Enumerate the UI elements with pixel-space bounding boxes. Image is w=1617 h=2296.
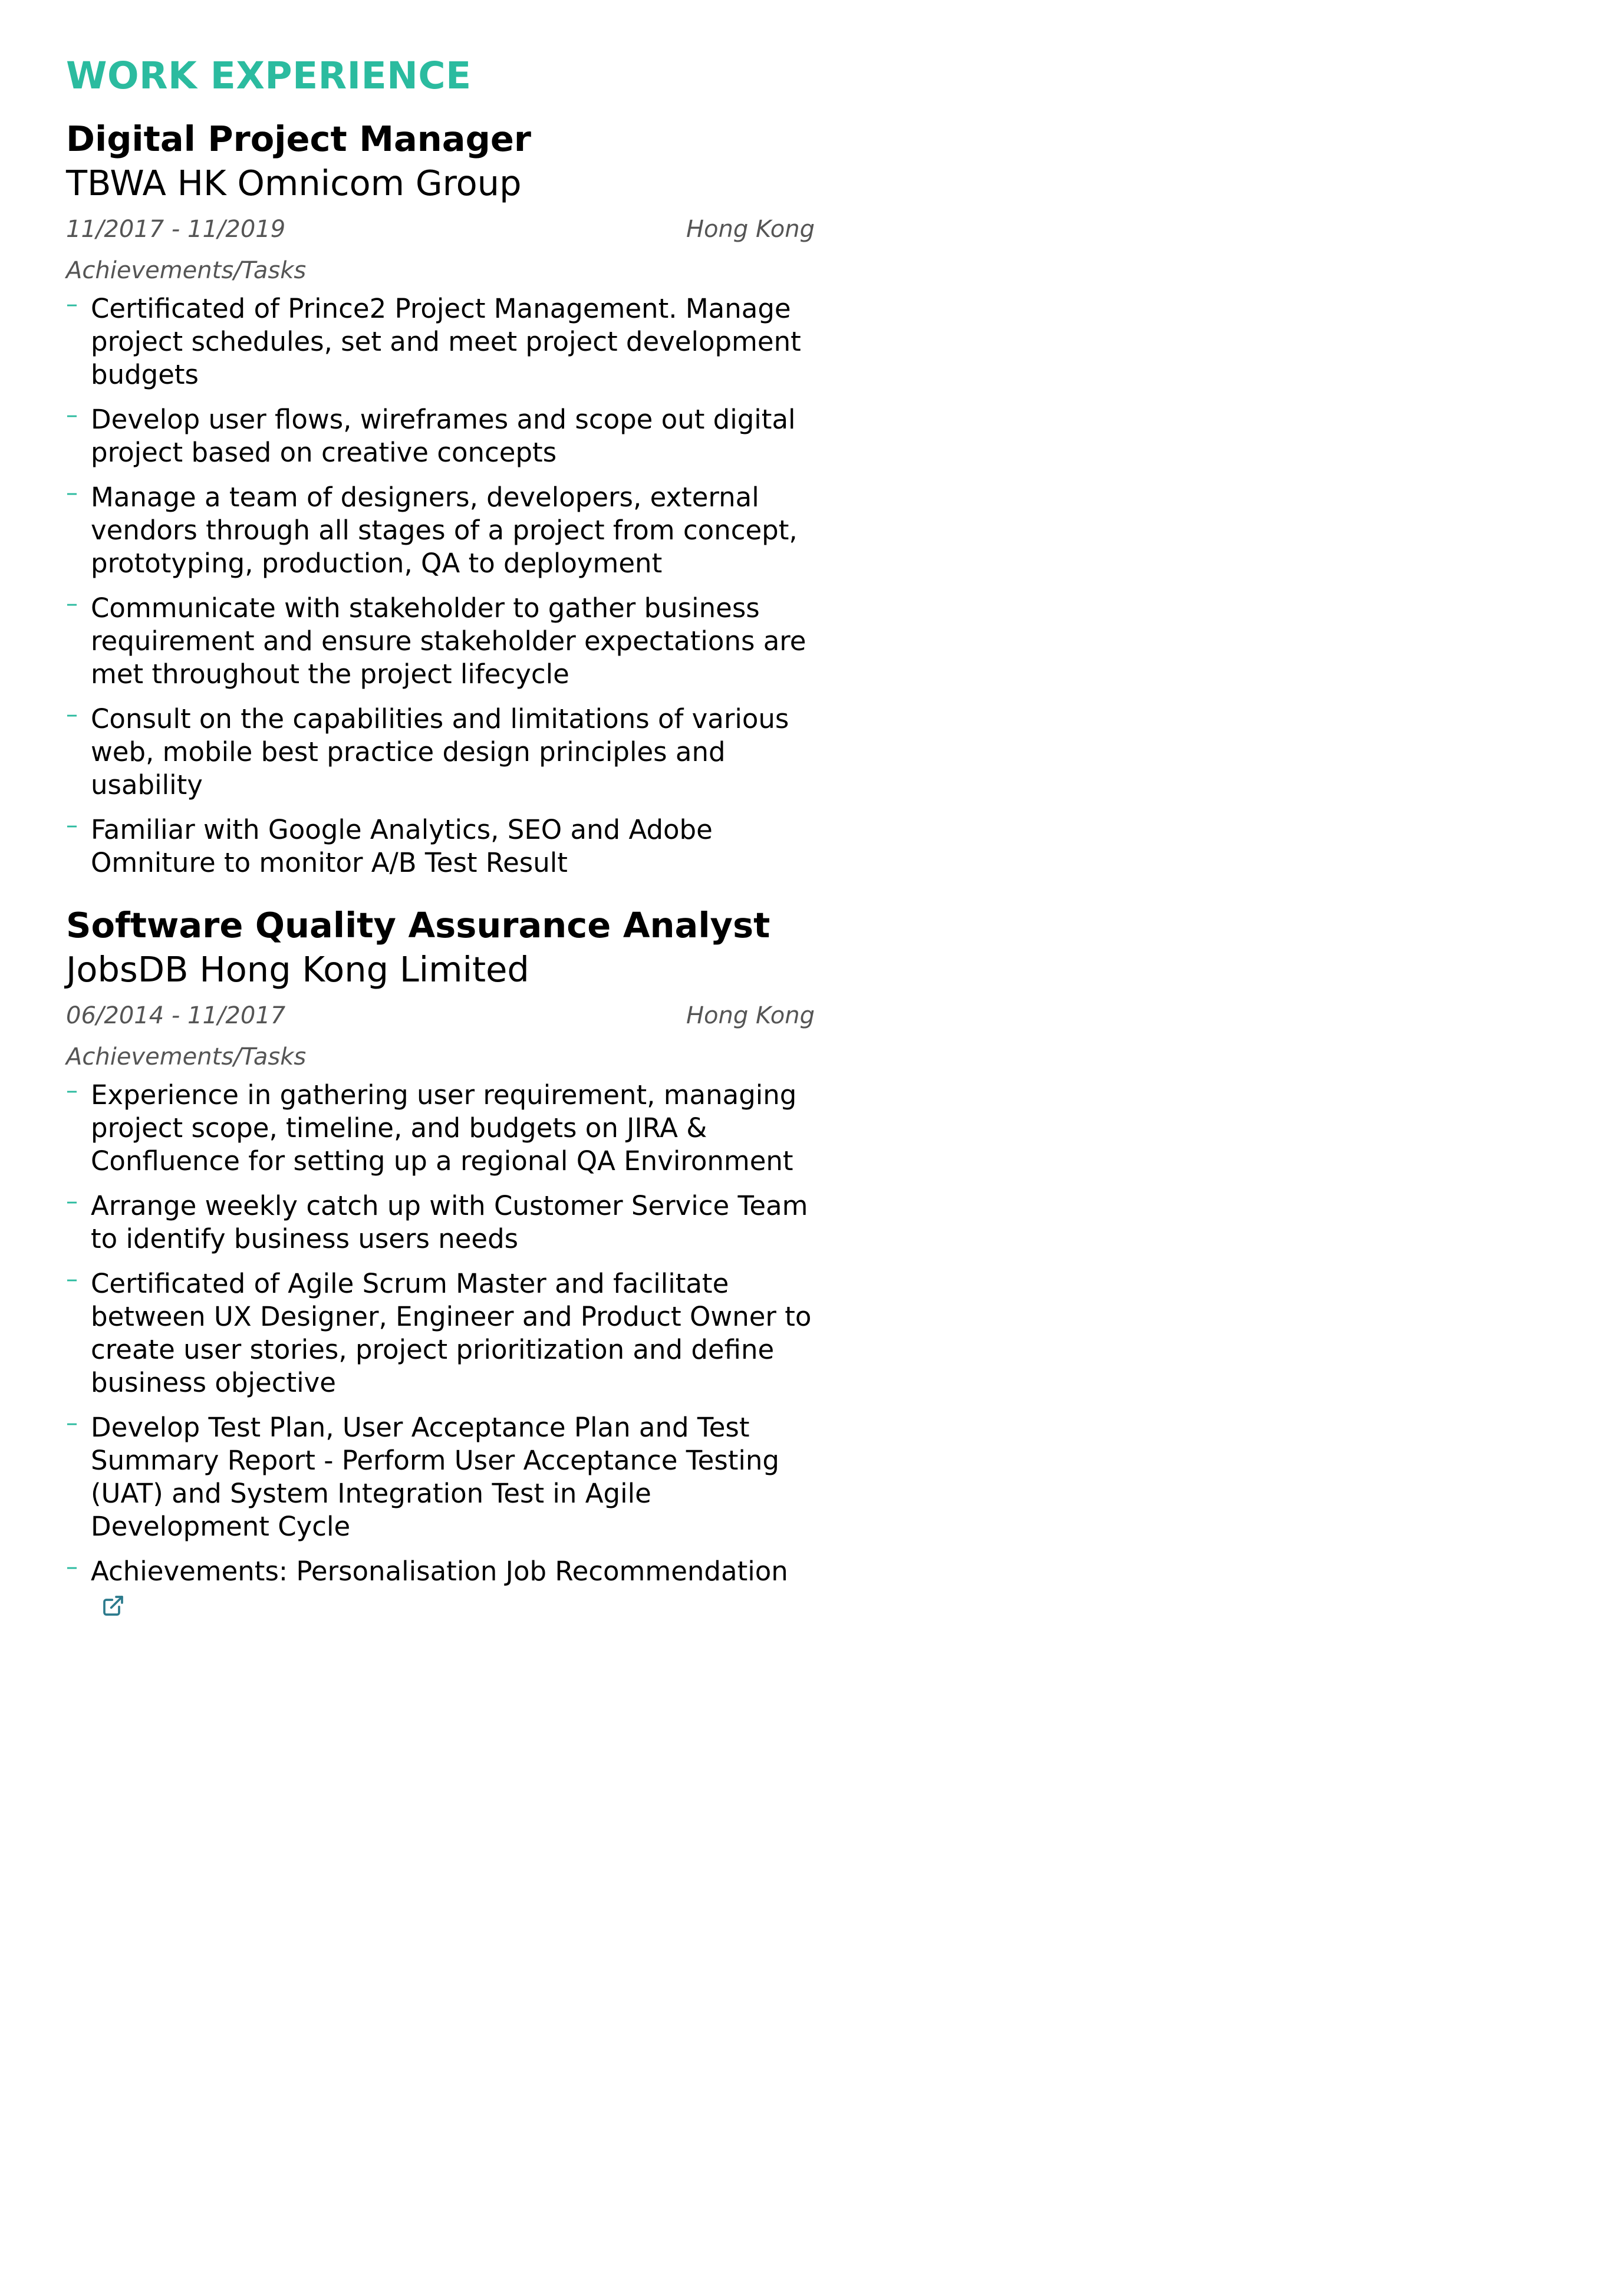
list-item — [66, 813, 815, 879]
bullet-dash-icon: – — [66, 479, 78, 506]
task-list — [66, 292, 815, 879]
list-item — [66, 1267, 815, 1399]
bullet-dash-icon: – — [66, 291, 78, 318]
task-text: Certificated of Agile Scrum Master and facilitate between UX Designer, Engineer and Product Owner to create user stories, project prioritization and define business objective — [91, 1268, 812, 1398]
company-name: TBWA HK Omnicom Group — [66, 163, 522, 203]
bullet-dash-icon: – — [66, 1409, 78, 1437]
bullet-dash-icon: – — [66, 1266, 78, 1293]
task-text: Develop Test Plan, User Acceptance Plan and Test Summary Report - Perform User Acceptance Testing (UAT) and System Integration Test in Agile Development Cycle — [91, 1412, 780, 1542]
section-title: WORK EXPERIENCE — [66, 54, 472, 97]
job-entry — [66, 903, 815, 1621]
list-item — [66, 403, 815, 469]
list-item — [66, 1555, 815, 1621]
task-text: Experience in gathering user requirement, managing project scope, timeline, and budgets on JIRA & Confluence for setting up a regional QA Environment — [91, 1079, 797, 1177]
job-meta — [66, 997, 815, 1034]
job-meta — [66, 211, 815, 248]
bullet-dash-icon: – — [66, 812, 78, 839]
list-item — [66, 1411, 815, 1543]
task-text: Familiar with Google Analytics, SEO and Adobe Omniture to monitor A/B Test Result — [91, 814, 713, 878]
task-list — [66, 1079, 815, 1621]
bullet-dash-icon: – — [66, 701, 78, 728]
bullet-dash-icon: – — [66, 1077, 78, 1104]
list-item — [66, 481, 815, 580]
tasks-label: Achievements/Tasks — [66, 257, 307, 284]
job-location: Hong Kong — [686, 1002, 815, 1029]
list-item — [66, 703, 815, 802]
job-dates: 11/2017 - 11/2019 — [66, 216, 286, 243]
bullet-dash-icon: – — [66, 1188, 78, 1215]
bullet-dash-icon: – — [66, 590, 78, 617]
list-item — [66, 1190, 815, 1256]
job-entry — [66, 117, 815, 879]
bullet-dash-icon: – — [66, 1553, 78, 1580]
job-location: Hong Kong — [686, 216, 815, 243]
task-text: Consult on the capabilities and limitations of various web, mobile best practice design principles and usability — [91, 703, 789, 801]
job-title: Digital Project Manager — [66, 118, 531, 159]
job-dates: 06/2014 - 11/2017 — [66, 1002, 286, 1029]
list-item — [66, 592, 815, 691]
task-text: Arrange weekly catch up with Customer Service Team to identify business users needs — [91, 1190, 808, 1254]
resume-page — [66, 52, 815, 1645]
task-text: Communicate with stakeholder to gather business requirement and ensure stakeholder expectations are met throughout the project lifecycle — [91, 592, 806, 690]
list-item — [66, 292, 815, 391]
job-title: Software Quality Assurance Analyst — [66, 905, 770, 946]
tasks-label: Achievements/Tasks — [66, 1043, 307, 1070]
task-text: Certificated of Prince2 Project Management. Manage project schedules, set and meet project development budgets — [91, 293, 801, 390]
task-text: Achievements: Personalisation Job Recommendation — [91, 1556, 788, 1587]
external-link-icon[interactable] — [101, 1592, 125, 1616]
bullet-dash-icon: – — [66, 401, 78, 429]
company-name: JobsDB Hong Kong Limited — [66, 949, 529, 990]
task-text: Develop user flows, wireframes and scope out digital project based on creative concepts — [91, 404, 796, 468]
list-item — [66, 1079, 815, 1178]
task-text: Manage a team of designers, developers, external vendors through all stages of a project from concept, prototyping, production, QA to deployment — [91, 482, 798, 579]
